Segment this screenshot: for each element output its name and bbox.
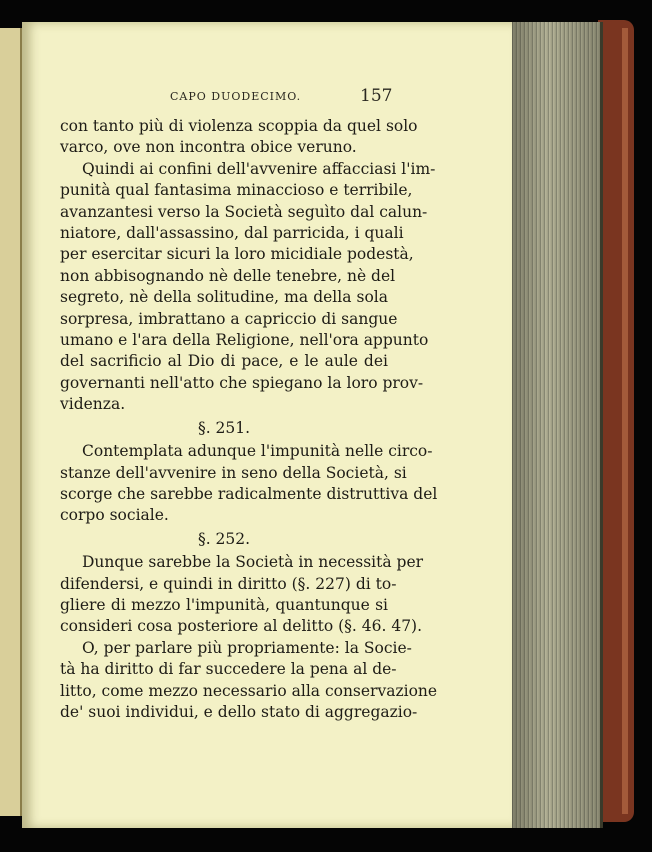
text-line: Quindi ai confini dell'avvenire affacciasi l'im- (82, 159, 436, 178)
section-heading: §. 252. (197, 529, 251, 548)
text-line: corpo sociale. (60, 506, 169, 525)
text-line: litto, come mezzo necessario alla conservazione (60, 681, 438, 700)
text-line: gliere di mezzo l'impunità, quantunque si (60, 595, 388, 614)
text-line: umano e l'ara della Religione, nell'ora appunto (60, 331, 429, 350)
cover-edge (622, 28, 628, 814)
text-line: consideri cosa posteriore al delitto (§. 46. 47). (60, 617, 423, 636)
text-line: del sacrificio al Dio di pace, e le aule dei (60, 352, 388, 371)
section-heading: §. 251. (197, 418, 251, 437)
text-line: per esercitar sicuri la loro micidiale podestà, (60, 245, 414, 264)
fore-edge-shade (512, 22, 600, 828)
text-line: Contemplata adunque l'impunità nelle circo- (82, 442, 433, 461)
text-line: varco, ove non incontra obice veruno. (60, 138, 357, 157)
text-line: tà ha diritto di far succedere la pena al de- (60, 660, 397, 679)
text-line: difendersi, e quindi in diritto (§. 227) di to- (60, 574, 397, 593)
text-line: con tanto più di violenza scoppia da quel solo (60, 117, 418, 135)
text-line: segreto, nè della solitudine, ma della sola (60, 288, 388, 307)
text-line: videnza. (60, 395, 126, 414)
text-line: punità qual fantasima minaccioso e terribile, (60, 181, 413, 200)
text-line: Dunque sarebbe la Società in necessità per (82, 553, 424, 572)
text-line: sorpresa, imbrattano a capriccio di sangue (60, 309, 398, 328)
book-cover (598, 20, 634, 822)
page-number: 157 (360, 86, 393, 106)
text-line: O, per parlare più propriamente: la Socie- (82, 638, 412, 657)
text-line: governanti nell'atto che spiegano la loro prov- (60, 373, 424, 392)
previous-page-edge (0, 28, 22, 816)
text-line: stanze dell'avvenire in seno della Società, si (60, 463, 407, 482)
text-line: scorge che sarebbe radicalmente distruttiva del (60, 484, 438, 503)
text-line: niatore, dall'assassino, dal parricida, i quali (60, 224, 404, 243)
text-line: non abbisognando nè delle tenebre, nè del (60, 266, 396, 285)
text-line: de' suoi individui, e dello stato di aggregazio- (60, 702, 418, 721)
running-head: CAPO DUODECIMO. (170, 90, 302, 103)
text-line: avanzantesi verso la Società seguìto dal calun- (60, 202, 428, 221)
body-text (60, 116, 438, 723)
